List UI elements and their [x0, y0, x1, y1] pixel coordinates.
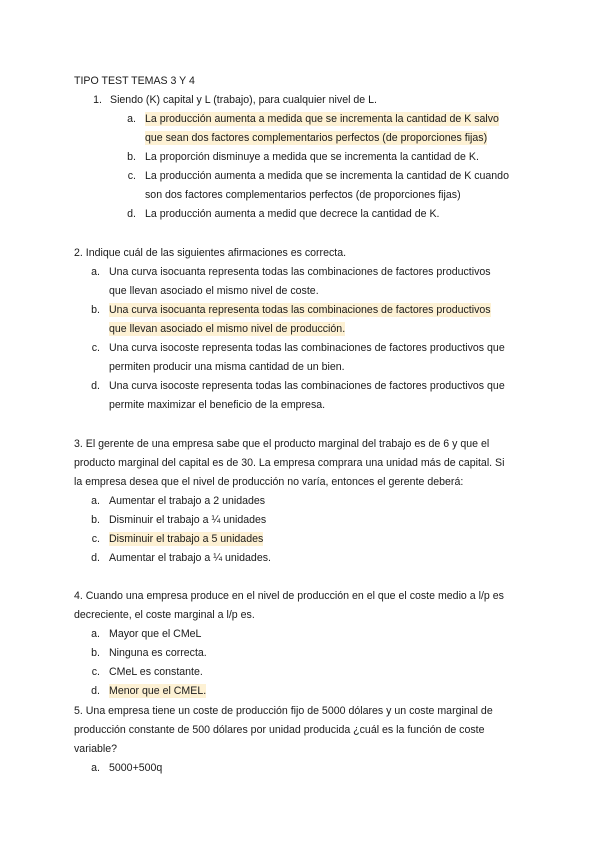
q3-option-a: Aumentar el trabajo a 2 unidades: [109, 495, 266, 507]
q1-option-d-marker: d.: [127, 208, 136, 220]
q1-option-b-line1: La proporción disminuye a medida que se incrementa la cantidad de K.: [145, 151, 479, 163]
q4-option-b-marker: b.: [91, 647, 100, 659]
q3-line3: la empresa desea que el nivel de producción no varía, entonces el gerente deberá:: [74, 476, 464, 488]
q1-text: Siendo (K) capital y L (trabajo), para cualquier nivel de L.: [110, 94, 377, 106]
q1-number: 1.: [93, 94, 102, 106]
q4-option-b: Ninguna es correcta.: [109, 647, 207, 659]
q5-line3: variable?: [74, 743, 117, 755]
q4-line2: decreciente, el coste marginal a l/p es.: [74, 609, 255, 621]
q2-option-a-line2: que llevan asociado el mismo nivel de coste.: [109, 285, 319, 297]
q2-option-d-line1: Una curva isocoste representa todas las combinaciones de factores productivos que: [109, 380, 505, 392]
q2-text: 2. Indique cuál de las siguientes afirmaciones es correcta.: [74, 247, 347, 259]
q2-option-c-marker: c.: [91, 342, 100, 354]
q5-option-a: 5000+500q: [109, 762, 163, 774]
q3-line1: 3. El gerente de una empresa sabe que el producto marginal del trabajo es de 6 y que el: [74, 438, 490, 450]
q1-option-c-line2: son dos factores complementarios perfectos (de proporciones fijas): [145, 189, 461, 201]
q3-option-d-marker: d.: [91, 552, 100, 564]
q2-option-c-line2: permiten producir una misma cantidad de un bien.: [109, 361, 345, 373]
q4-option-d: Menor que el CMEL.: [109, 685, 207, 697]
q4-option-d-marker: d.: [91, 685, 100, 697]
q1-option-b-marker: b.: [127, 151, 136, 163]
q4-option-a: Mayor que el CMeL: [109, 628, 202, 640]
q3-option-c-marker: c.: [91, 533, 100, 545]
q2-option-a-marker: a.: [91, 266, 100, 278]
q1-option-a-marker: a.: [127, 113, 136, 125]
q2-option-c-line1: Una curva isocoste representa todas las combinaciones de factores productivos que: [109, 342, 505, 354]
q3-option-c: Disminuir el trabajo a 5 unidades: [109, 533, 264, 545]
q1-option-a-line2: que sean dos factores complementarios perfectos (de proporciones fijas): [145, 132, 488, 144]
q3-option-a-marker: a.: [91, 495, 100, 507]
q5-option-a-marker: a.: [91, 762, 100, 774]
q3-option-d: Aumentar el trabajo a ¼ unidades.: [109, 552, 271, 564]
q1-option-a-line1: La producción aumenta a medida que se incrementa la cantidad de K salvo: [145, 113, 499, 125]
q3-option-b: Disminuir el trabajo a ¼ unidades: [109, 514, 267, 526]
q3-option-b-marker: b.: [91, 514, 100, 526]
q2-option-b-line2: que llevan asociado el mismo nivel de producción.: [109, 323, 346, 335]
document-title: TIPO TEST TEMAS 3 Y 4: [74, 75, 195, 87]
q4-option-c-marker: c.: [91, 666, 100, 678]
q2-option-b-line1: Una curva isocuanta representa todas las combinaciones de factores productivos: [109, 304, 491, 316]
q1-option-d-line1: La producción aumenta a medid que decrece la cantidad de K.: [145, 208, 440, 220]
q1-option-c-marker: c.: [127, 170, 136, 182]
q4-option-c: CMeL es constante.: [109, 666, 203, 678]
q1-option-c-line1: La producción aumenta a medida que se incrementa la cantidad de K cuando: [145, 170, 509, 182]
q2-option-d-line2: permite maximizar el beneficio de la empresa.: [109, 399, 326, 411]
q4-option-a-marker: a.: [91, 628, 100, 640]
q2-option-b-marker: b.: [91, 304, 100, 316]
q3-line2: producto marginal del capital es de 30. La empresa comprara una unidad más de capital. Si: [74, 457, 505, 469]
q2-option-d-marker: d.: [91, 380, 100, 392]
q5-line1: 5. Una empresa tiene un coste de producción fijo de 5000 dólares y un coste marginal de: [74, 705, 493, 717]
q5-line2: producción constante de 500 dólares por unidad producida ¿cuál es la función de coste: [74, 724, 485, 736]
q2-option-a-line1: Una curva isocuanta representa todas las combinaciones de factores productivos: [109, 266, 491, 278]
q4-line1: 4. Cuando una empresa produce en el nivel de producción en el que el coste medio a l/p es: [74, 590, 504, 602]
